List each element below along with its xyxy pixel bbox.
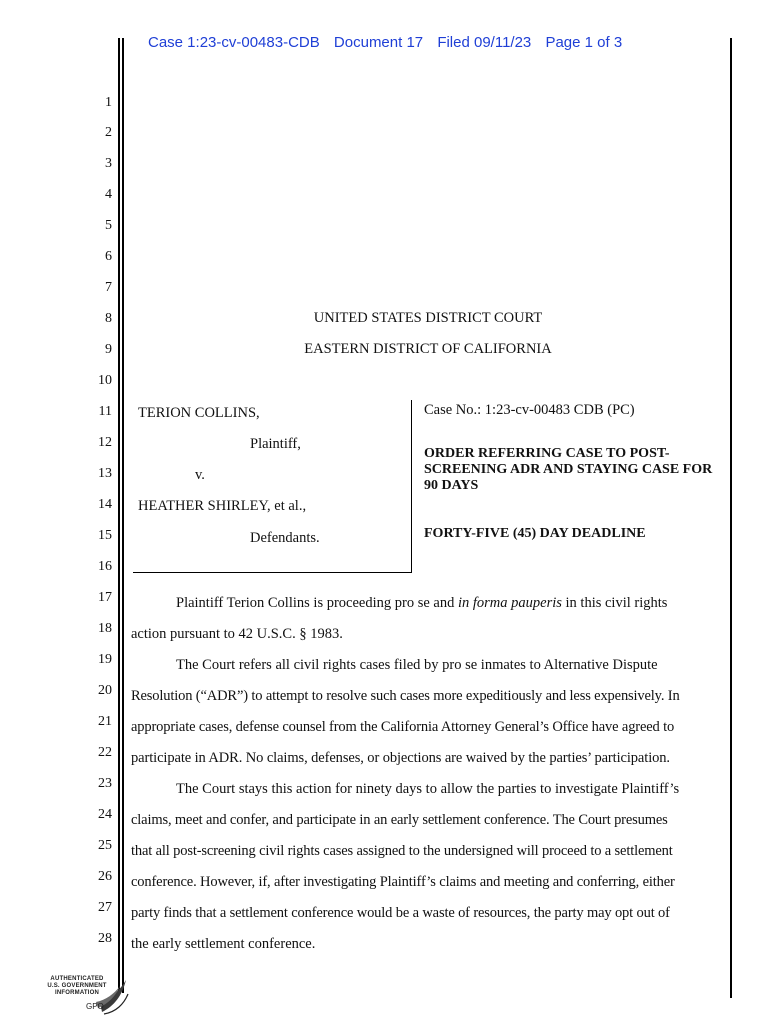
filing-header bbox=[148, 34, 632, 51]
line-number: 22 bbox=[98, 745, 112, 760]
gpo-authentication-seal bbox=[42, 972, 132, 1016]
line-number: 7 bbox=[105, 280, 112, 295]
plaintiff-name: TERION COLLINS, bbox=[138, 405, 260, 421]
gpo-line-3: INFORMATION bbox=[54, 990, 100, 996]
body-text: Plaintiff Terion Collins is proceeding pro se and bbox=[176, 595, 458, 611]
body-line-25: that all post-screening civil rights cases assigned to the undersigned will proceed to a settlement bbox=[131, 843, 673, 859]
header-page-number: Page 1 of 3 bbox=[545, 34, 623, 51]
caption-box bbox=[133, 400, 412, 573]
order-title: ORDER REFERRING CASE TO POST-SCREENING ADR AND STAYING CASE FOR 90 DAYS bbox=[424, 446, 713, 493]
gpo-text bbox=[42, 976, 112, 997]
body-line-26: conference. However, if, after investigating Plaintiff’s claims and meeting and conferring, either bbox=[131, 874, 675, 890]
body-text: in this civil rights bbox=[561, 595, 668, 611]
line-number: 20 bbox=[98, 683, 112, 698]
body-line-23: The Court stays this action for ninety days to allow the parties to investigate Plaintiff’s bbox=[176, 781, 680, 797]
header-case-number: Case 1:23-cv-00483-CDB bbox=[148, 34, 320, 51]
line-number: 24 bbox=[98, 807, 112, 822]
body-line-22: participate in ADR. No claims, defenses, or objections are waived by the parties’ participation. bbox=[131, 750, 670, 766]
body-line-21: appropriate cases, defense counsel from the California Attorney General’s Office have agreed to bbox=[131, 719, 675, 735]
line-number: 2 bbox=[105, 125, 112, 140]
line-number: 4 bbox=[105, 187, 112, 202]
body-line-24: claims, meet and confer, and participate in an early settlement conference. The Court presumes bbox=[131, 812, 668, 828]
line-number: 12 bbox=[98, 435, 112, 450]
body-line-20: Resolution (“ADR”) to attempt to resolve such cases more expeditiously and less expensively. In bbox=[131, 688, 680, 704]
line-number: 5 bbox=[105, 218, 112, 233]
plaintiff-role: Plaintiff, bbox=[250, 436, 301, 452]
line-number: 17 bbox=[98, 590, 112, 605]
versus: v. bbox=[195, 467, 205, 483]
line-number: 28 bbox=[98, 931, 112, 946]
line-number: 26 bbox=[98, 869, 112, 884]
body-italic-text: in forma pauperis bbox=[457, 595, 562, 611]
line-number: 14 bbox=[98, 497, 112, 512]
header-document-number: Document 17 bbox=[333, 34, 424, 51]
defendant-name: HEATHER SHIRLEY, et al., bbox=[138, 498, 307, 514]
line-number: 6 bbox=[105, 249, 112, 264]
body-line-27: party finds that a settlement conference would be a waste of resources, the party may opt out of bbox=[131, 905, 670, 921]
court-district: EASTERN DISTRICT OF CALIFORNIA bbox=[304, 341, 552, 357]
line-number: 10 bbox=[98, 373, 112, 388]
line-number: 11 bbox=[98, 404, 112, 419]
line-number: 19 bbox=[98, 652, 112, 667]
court-name: UNITED STATES DISTRICT COURT bbox=[313, 310, 543, 326]
defendant-role: Defendants. bbox=[250, 530, 320, 546]
deadline-notice: FORTY-FIVE (45) DAY DEADLINE bbox=[424, 526, 646, 541]
line-number: 18 bbox=[98, 621, 112, 636]
body-line-19: The Court refers all civil rights cases filed by pro se inmates to Alternative Dispute bbox=[176, 657, 658, 673]
body-line-17 bbox=[176, 595, 667, 612]
gpo-mark: GPO bbox=[86, 1002, 104, 1011]
header-filed-date: Filed 09/11/23 bbox=[437, 34, 532, 51]
line-number: 25 bbox=[98, 838, 112, 853]
body-line-18: action pursuant to 42 U.S.C. § 1983. bbox=[131, 626, 343, 642]
line-number: 13 bbox=[98, 466, 112, 481]
line-number: 15 bbox=[98, 528, 112, 543]
gpo-line-2: U.S. GOVERNMENT bbox=[47, 983, 107, 989]
line-number: 16 bbox=[98, 559, 112, 574]
line-number: 3 bbox=[105, 156, 112, 171]
line-number: 27 bbox=[98, 900, 112, 915]
line-number: 8 bbox=[105, 311, 112, 326]
left-margin-rule-outer bbox=[118, 38, 120, 993]
right-margin-rule bbox=[730, 38, 732, 998]
line-number: 21 bbox=[98, 714, 112, 729]
line-number: 23 bbox=[98, 776, 112, 791]
gpo-line-1: AUTHENTICATED bbox=[50, 976, 104, 982]
body-line-28: the early settlement conference. bbox=[131, 936, 316, 952]
case-number: Case No.: 1:23-cv-00483 CDB (PC) bbox=[424, 402, 635, 418]
left-margin-rule-inner bbox=[122, 38, 124, 993]
line-number: 1 bbox=[105, 95, 112, 110]
line-number: 9 bbox=[105, 342, 112, 357]
